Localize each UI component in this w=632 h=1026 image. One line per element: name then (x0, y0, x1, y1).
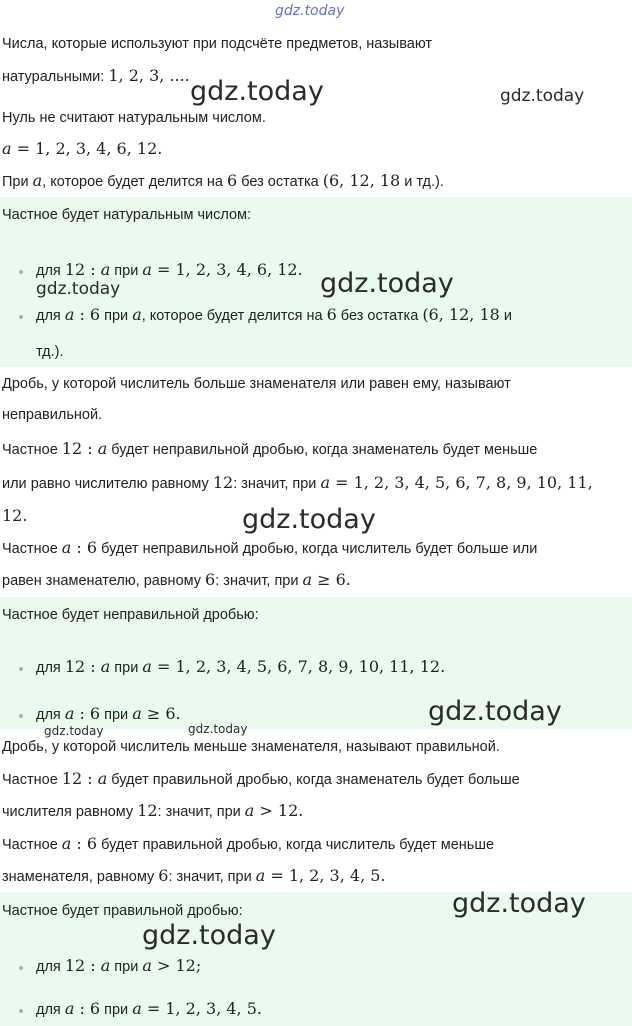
list-item: для 12 : a при a > 12; (36, 956, 202, 975)
watermark: gdz.today (500, 86, 585, 106)
watermark: gdz.today (188, 722, 248, 736)
watermark-top: gdz.today (275, 3, 345, 19)
text-line: натуральными: 1, 2, 3, .... (2, 66, 190, 85)
watermark: gdz.today (452, 888, 586, 919)
bullet-dot (19, 1009, 23, 1013)
text-line: или равно числителю равному 12: значит, при a = 1, 2, 3, 4, 5, 6, 7, 8, 9, 10, 11, (2, 473, 593, 492)
text-line: равен знаменателю, равному 6: значит, при a ≥ 6. (2, 570, 351, 589)
watermark: gdz.today (36, 279, 121, 299)
text-line: При a, которое будет делится на 6 без остатка (6, 12, 18 и тд.). (2, 171, 444, 190)
text-line: Нуль не считают натуральным числом. (2, 110, 266, 126)
text-line: Дробь, у которой числитель меньше знаменателя, называют правильной. (2, 739, 500, 755)
text-line: Частное a : 6 будет правильной дробью, когда числитель будет меньше (2, 834, 495, 853)
box-title: Частное будет неправильной дробью: (2, 607, 259, 623)
list-item-continuation: тд.). (36, 344, 64, 360)
text-line: Частное 12 : a будет правильной дробью, когда знаменатель будет больше (2, 769, 520, 788)
bullet-dot (19, 966, 23, 970)
box-title: Частное будет натуральным числом: (2, 207, 252, 223)
list-item: для 12 : a при a = 1, 2, 3, 4, 6, 12. (36, 260, 303, 279)
text-line: Частное 12 : a будет неправильной дробью, когда знаменатель будет меньше (2, 439, 538, 458)
text-line: Дробь, у которой числитель больше знаменателя или равен ему, называют (2, 376, 511, 392)
bullet-dot (19, 667, 23, 671)
bullet-dot (19, 714, 23, 718)
watermark: gdz.today (242, 504, 376, 535)
watermark: gdz.today (190, 76, 324, 107)
bullet-dot (19, 315, 23, 319)
watermark: gdz.today (142, 920, 276, 951)
text-line: Частное a : 6 будет неправильной дробью, когда числитель будет больше или (2, 538, 538, 557)
text-line: знаменателя, равному 6: значит, при a = 1, 2, 3, 4, 5. (2, 866, 386, 885)
list-item: для a : 6 при a, которое будет делится на 6 без остатка (6, 12, 18 и (36, 305, 512, 324)
list-item: для a : 6 при a ≥ 6. (36, 704, 181, 723)
watermark: gdz.today (320, 268, 454, 299)
text-line: Числа, которые используют при подсчёте предметов, называют (2, 36, 433, 52)
math-line: a = 1, 2, 3, 4, 6, 12. (2, 139, 163, 158)
text-line: неправильной. (2, 407, 103, 423)
text-line: числителя равному 12: значит, при a > 12. (2, 801, 304, 820)
text-line: 12. (2, 506, 28, 525)
bullet-dot (19, 270, 23, 274)
list-item: для a : 6 при a = 1, 2, 3, 4, 5. (36, 999, 262, 1018)
watermark: gdz.today (44, 724, 104, 738)
watermark: gdz.today (428, 696, 562, 727)
box-title: Частное будет правильной дробью: (2, 903, 243, 919)
list-item: для 12 : a при a = 1, 2, 3, 4, 5, 6, 7, 8, 9, 10, 11, 12. (36, 657, 446, 676)
